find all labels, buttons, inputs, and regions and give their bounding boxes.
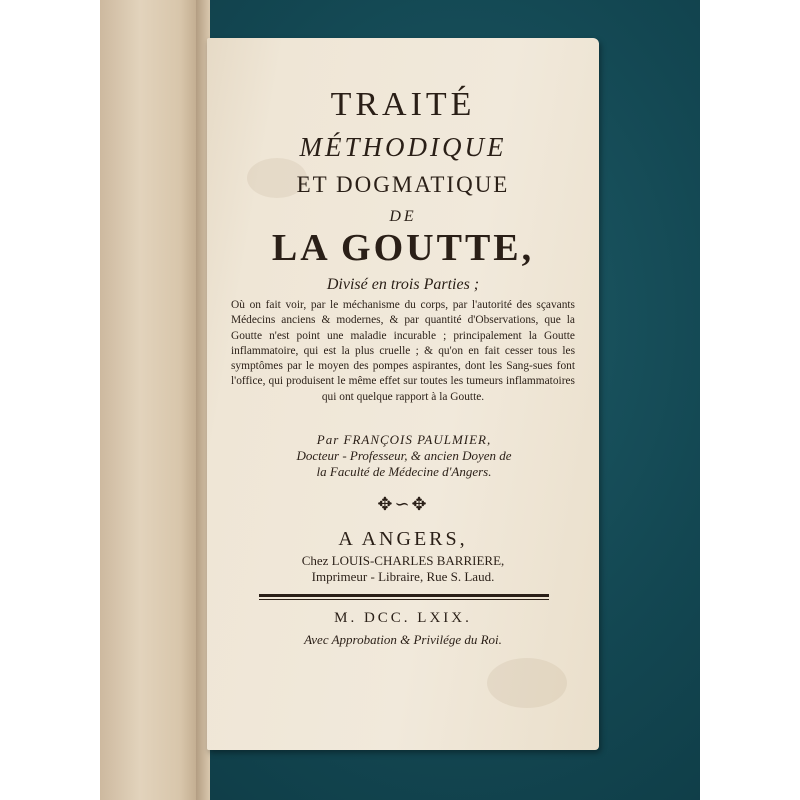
title-traite: TRAITÉ — [330, 86, 476, 123]
approbation-line: Avec Approbation & Privilége du Roi. — [304, 632, 502, 647]
printer-name: Chez LOUIS-CHARLES BARRIERE, — [301, 553, 505, 568]
publication-year: M. DCC. LXIX. — [334, 610, 472, 626]
paper-stain — [487, 658, 567, 708]
title-page — [207, 38, 599, 750]
printer-address: Imprimeur - Libraire, Rue S. Laud. — [311, 569, 495, 584]
printer-block — [207, 553, 599, 585]
imprint-city: A ANGERS, — [338, 528, 468, 550]
description-paragraph: Où on fait voir, par le méchanisme du corps, par l'autorité des sçavants Médecins anciens & modernes, & par quantité d'Observations, que la Goutte n'est point une maladie incurable ; principalement la Goutte inflammatoire, qui est la plus cruelle ; & qu'on en fait cesser tous les symptômes par le moyen des pompes aspirantes, dont les Sang-sues font l'office, qui produisent le même effet sur toutes les tumeurs inflammatoires qui ont quelque rapport à la Goutte. — [231, 299, 575, 403]
title-methodique: MÉTHODIQUE — [299, 132, 507, 162]
author-block — [229, 432, 579, 480]
author-title: Docteur - Professeur, & ancien Doyen de — [296, 448, 512, 463]
printer-ornament-icon: ✥∽✥ — [377, 494, 429, 514]
title-la-goutte: LA GOUTTE, — [271, 227, 535, 269]
double-rule-divider — [259, 594, 549, 600]
author-name: Par FRANÇOIS PAULMIER, — [316, 432, 492, 447]
author-faculty: la Faculté de Médecine d'Angers. — [316, 464, 492, 479]
title-et-dogmatique: ET DOGMATIQUE — [296, 172, 510, 197]
book-cover-board — [100, 0, 200, 800]
subtitle: Divisé en trois Parties ; — [326, 276, 480, 293]
title-de: DE — [389, 208, 417, 225]
